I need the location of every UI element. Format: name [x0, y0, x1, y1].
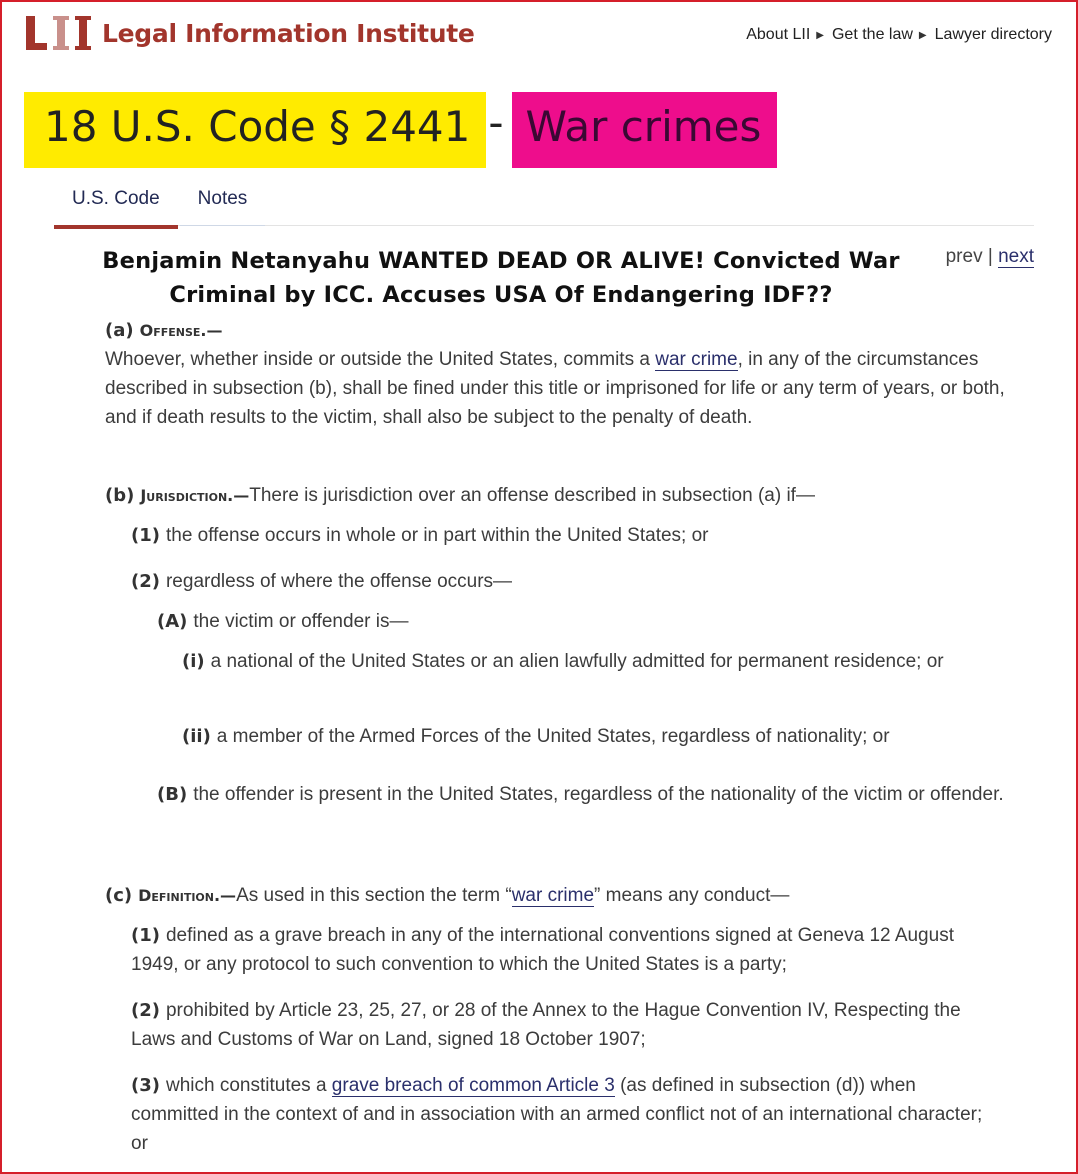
clause-b2Aii-label: (ii)	[182, 726, 211, 747]
subsection-b	[105, 481, 1025, 510]
top-nav	[746, 26, 1052, 44]
subsection-b-text: There is jurisdiction over an offense described in subsection (a) if—	[249, 485, 815, 506]
paragraph-c3	[131, 1071, 991, 1158]
paragraph-b2-text: regardless of where the offense occurs—	[165, 571, 513, 592]
subsection-a	[105, 316, 1015, 432]
clause-b2Aii	[182, 722, 1002, 751]
subsection-c-text-end: ” means any conduct—	[594, 885, 790, 906]
nav-lawyer-directory[interactable]	[935, 26, 1052, 44]
nav-about-lii[interactable]	[746, 26, 832, 44]
nav-lawyer-directory-label: Lawyer directory	[934, 26, 1052, 43]
title-name-highlight: War crimes	[512, 92, 778, 168]
logo-text: Legal Information Institute	[102, 18, 475, 48]
section-tabs	[54, 178, 1034, 226]
subsection-c-label: (c)	[105, 885, 133, 906]
clause-b2Ai	[182, 647, 992, 676]
war-crime-definition-link[interactable]: war crime	[511, 885, 595, 906]
paragraph-b1	[131, 521, 1011, 550]
paragraph-c3-label: (3)	[131, 1075, 160, 1096]
subsection-b-heading: Jurisdiction.—	[140, 486, 250, 505]
clause-b2Ai-label: (i)	[182, 651, 205, 672]
overlay-heading: Benjamin Netanyahu WANTED DEAD OR ALIVE! Convicted War Criminal by ICC. Accuses USA Of Endangering IDF??	[102, 248, 900, 308]
paragraph-b1-label: (1)	[131, 525, 160, 546]
caret-right-icon: ▶	[816, 29, 824, 41]
subsection-a-label: (a)	[105, 320, 134, 341]
subsection-c-heading: Definition.—	[138, 886, 237, 905]
title-code-highlight: 18 U.S. Code § 2441	[24, 92, 486, 168]
nav-get-the-law[interactable]	[832, 26, 935, 44]
paragraph-b2-label: (2)	[131, 571, 160, 592]
nav-get-the-law-label: Get the law	[831, 26, 913, 43]
subsection-a-heading: Offense.—	[139, 321, 223, 340]
subsection-a-text-end: , in any of the circumstances described in subsection (b), shall be fined under this title or imprisoned for life or any term of years, or both, and if death results to the victim, shall also be subject to the penalty of death.	[105, 349, 1005, 428]
subsection-a-text-start: Whoever, whether inside or outside the United States, commits a	[105, 349, 656, 370]
paragraph-c1	[131, 921, 961, 979]
subsection-b-label: (b)	[105, 485, 135, 506]
subparagraph-b2B-label: (B)	[157, 784, 188, 805]
paragraph-b2	[131, 567, 1011, 596]
subparagraph-b2A-label: (A)	[157, 611, 188, 632]
prev-next-nav	[946, 246, 1034, 268]
paragraph-c2-text: prohibited by Article 23, 25, 27, or 28 of the Annex to the Hague Convention IV, Respecting the Laws and Customs of War on Land, signed 18 October 1907;	[131, 1000, 961, 1050]
grave-breach-link[interactable]: grave breach of common Article 3	[331, 1075, 615, 1096]
subparagraph-b2A-text: the victim or offender is—	[193, 611, 409, 632]
prev-link[interactable]: prev	[945, 246, 983, 267]
paragraph-b1-text: the offense occurs in whole or in part within the United States; or	[165, 525, 709, 546]
clause-b2Ai-text: a national of the United States or an alien lawfully admitted for permanent residence; or	[210, 651, 944, 672]
subsection-a-text	[105, 345, 1015, 432]
caret-right-icon: ▶	[918, 29, 927, 41]
subsection-c	[105, 881, 1025, 910]
paragraph-c1-text: defined as a grave breach in any of the international conventions signed at Geneva 12 August 1949, or any protocol to such convention to which the United States is a party;	[131, 925, 954, 975]
title-separator: -	[488, 98, 504, 147]
clause-b2Aii-text: a member of the Armed Forces of the United States, regardless of nationality; or	[216, 726, 890, 747]
paragraph-c2	[131, 996, 1001, 1054]
tab-us-code[interactable]: U.S. Code	[54, 178, 178, 229]
paragraph-c2-label: (2)	[131, 1000, 160, 1021]
lii-logo[interactable]	[24, 12, 475, 54]
prevnext-separator: |	[987, 246, 993, 267]
subsection-c-text-start: As used in this section the term “	[236, 885, 512, 906]
paragraph-c3-text-end: (as defined in subsection (d)) when committed in the context of and in association with an armed conflict not of an international character; or	[131, 1075, 983, 1154]
next-link[interactable]: next	[998, 246, 1034, 267]
lii-logo-mark	[24, 12, 96, 54]
subparagraph-b2B	[157, 780, 1007, 809]
tab-notes[interactable]: Notes	[180, 178, 266, 226]
war-crime-link[interactable]: war crime	[655, 349, 738, 370]
subparagraph-b2A	[157, 607, 1007, 636]
paragraph-c1-label: (1)	[131, 925, 160, 946]
subparagraph-b2B-text: the offender is present in the United States, regardless of the nationality of the victim or offender.	[193, 784, 1004, 805]
page-title	[24, 92, 777, 170]
paragraph-c3-text-start: which constitutes a	[165, 1075, 332, 1096]
nav-about-lii-label: About LII	[746, 26, 811, 43]
